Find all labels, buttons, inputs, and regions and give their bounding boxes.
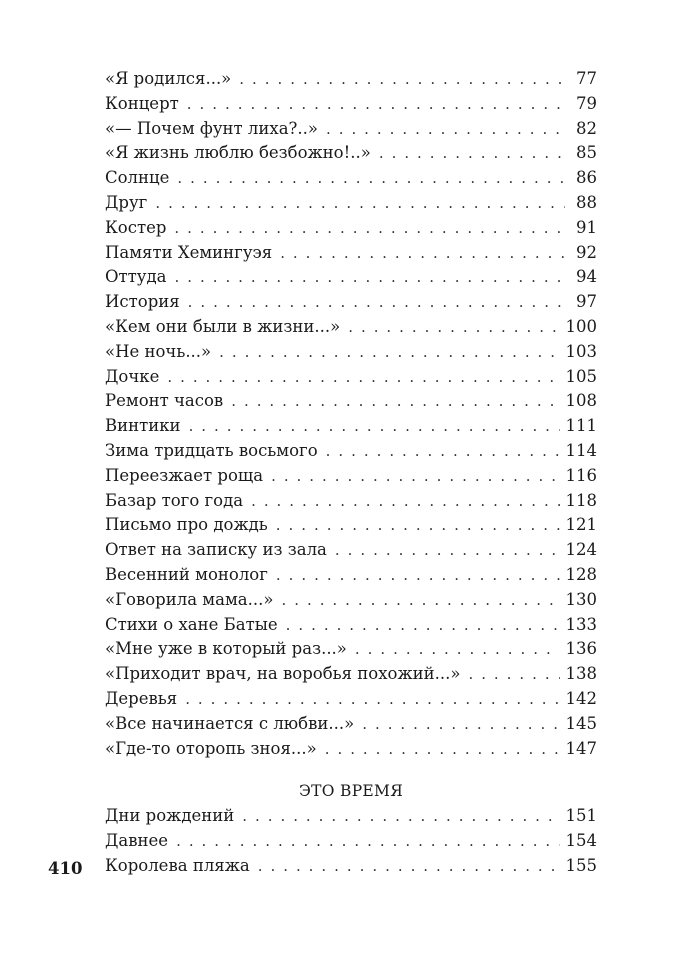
toc-entry-page: 91 [576,217,597,237]
toc-entry-title: Памяти Хемингуэя [105,242,273,262]
toc-entry-page: 103 [565,341,597,361]
toc-entry-page: 147 [565,738,597,758]
toc-entry-page: 124 [565,540,597,560]
toc-entry-title: Базар того года [105,490,244,510]
dot-leader [379,141,565,166]
toc-entry-title: История [105,292,180,312]
toc-entry-title: Винтики [105,416,181,436]
toc-entry-page: 94 [576,267,597,287]
toc-entry-title: Весенний монолог [105,564,268,584]
dot-leader [185,687,559,712]
toc-entry-page: 105 [565,366,597,386]
toc-entry-title: «Все начинается с любви...» [105,713,355,733]
toc-entry-page: 128 [565,564,597,584]
dot-leader [239,67,565,92]
toc-entry [105,588,597,613]
dot-leader [167,365,559,390]
toc-entry-title: Концерт [105,93,179,113]
toc-entry [105,315,597,340]
toc-entry [105,439,597,464]
toc-entry-page: 79 [576,93,597,113]
toc-entry-page: 138 [565,664,597,684]
toc-entry-page: 154 [565,830,597,850]
dot-leader [189,414,560,439]
toc-entry-page: 108 [565,391,597,411]
toc-entry [105,241,597,266]
dot-leader [155,191,565,216]
toc-entry-page: 155 [565,855,597,875]
dot-leader [276,513,560,538]
toc-entry-page: 130 [565,589,597,609]
toc-entry-page: 92 [576,242,597,262]
dot-leader [362,712,559,737]
toc-entry [105,538,597,563]
section-heading: ЭТО ВРЕМЯ [298,782,404,800]
dot-leader [174,216,565,241]
toc-entry-title: Письмо про дождь [105,515,268,535]
toc-entry-page: 145 [565,713,597,733]
toc-entry-page: 114 [565,440,597,460]
toc-entry [105,141,597,166]
toc-entry-title: Костер [105,217,167,237]
toc-entry [105,854,597,879]
dot-leader [188,290,565,315]
dot-leader [276,563,560,588]
section-table-of-contents [105,804,597,878]
dot-leader [348,315,559,340]
toc-entry-title: Королева пляжа [105,855,250,875]
toc-entry-title: «Мне уже в который раз...» [105,639,347,659]
toc-entry-page: 85 [576,143,597,163]
toc-entry [105,290,597,315]
toc-entry [105,804,597,829]
toc-entry-title: «Кем они были в жизни...» [105,316,341,336]
toc-entry-page: 142 [565,688,597,708]
toc-entry-title: Ответ на записку из зала [105,540,327,560]
toc-entry [105,166,597,191]
toc-entry [105,687,597,712]
toc-entry-page: 118 [565,490,597,510]
toc-entry [105,191,597,216]
toc-entry-page: 116 [565,465,597,485]
toc-entry-page: 136 [565,639,597,659]
dot-leader [258,854,560,879]
toc-entry-title: «Приходит врач, на воробья похожий...» [105,664,461,684]
toc-entry-title: Дни рождений [105,806,235,825]
toc-entry [105,389,597,414]
dot-leader [176,829,559,854]
toc-entry [105,67,597,92]
dot-leader [231,389,559,414]
toc-entry-page: 100 [565,316,597,336]
dot-leader [326,439,560,464]
toc-entry-title: Деревья [105,688,178,708]
dot-leader [187,92,565,117]
toc-entry-page: 86 [576,168,597,188]
toc-entry-page: 97 [576,292,597,312]
dot-leader [281,588,559,613]
dot-leader [325,737,560,762]
toc-entry [105,265,597,290]
dot-leader [355,637,560,662]
toc-entry [105,737,597,762]
toc-entry-page: 151 [565,806,597,825]
page-number: 410 [48,859,83,878]
toc-entry-title: Стихи о хане Батые [105,614,278,634]
toc-entry [105,712,597,737]
toc-entry [105,829,597,854]
toc-entry-page: 82 [576,118,597,138]
toc-entry-title: Дочке [105,366,160,386]
toc-entry [105,365,597,390]
toc-entry-title: «— Почем фунт лиха?..» [105,118,318,138]
toc-entry-title: Друг [105,192,148,212]
dot-leader [271,464,559,489]
dot-leader [286,613,560,638]
dot-leader [326,117,565,142]
dot-leader [335,538,560,563]
toc-entry-title: «Я жизнь люблю безбожно!..» [105,143,371,163]
toc-entry-title: Солнце [105,168,170,188]
dot-leader [468,662,559,687]
toc-entry-title: «Я родился...» [105,69,232,88]
toc-entry-page: 77 [576,69,597,88]
toc-entry-title: Зима тридцать восьмого [105,440,318,460]
toc-entry-page: 133 [565,614,597,634]
dot-leader [251,489,559,514]
toc-entry-title: Давнее [105,830,169,850]
toc-entry-title: Переезжает роща [105,465,264,485]
toc-entry [105,637,597,662]
toc-entry-title: Оттуда [105,267,167,287]
toc-entry-title: «Не ночь...» [105,341,212,361]
dot-leader [219,340,559,365]
toc-entry [105,563,597,588]
toc-entry [105,464,597,489]
toc-entry [105,513,597,538]
table-of-contents [105,67,597,761]
toc-entry [105,414,597,439]
toc-entry [105,92,597,117]
toc-entry-title: «Где-то оторопь зноя...» [105,738,317,758]
toc-entry [105,340,597,365]
toc-entry [105,489,597,514]
toc-entry-title: «Говорила мама...» [105,589,274,609]
toc-entry [105,216,597,241]
dot-leader [280,241,565,266]
toc-entry [105,613,597,638]
toc-entry-page: 121 [565,515,597,535]
toc-entry [105,662,597,687]
toc-entry [105,117,597,142]
dot-leader [177,166,565,191]
dot-leader [242,804,559,829]
toc-entry-page: 88 [576,192,597,212]
toc-entry-page: 111 [565,416,597,436]
toc-entry-title: Ремонт часов [105,391,224,411]
dot-leader [175,265,566,290]
